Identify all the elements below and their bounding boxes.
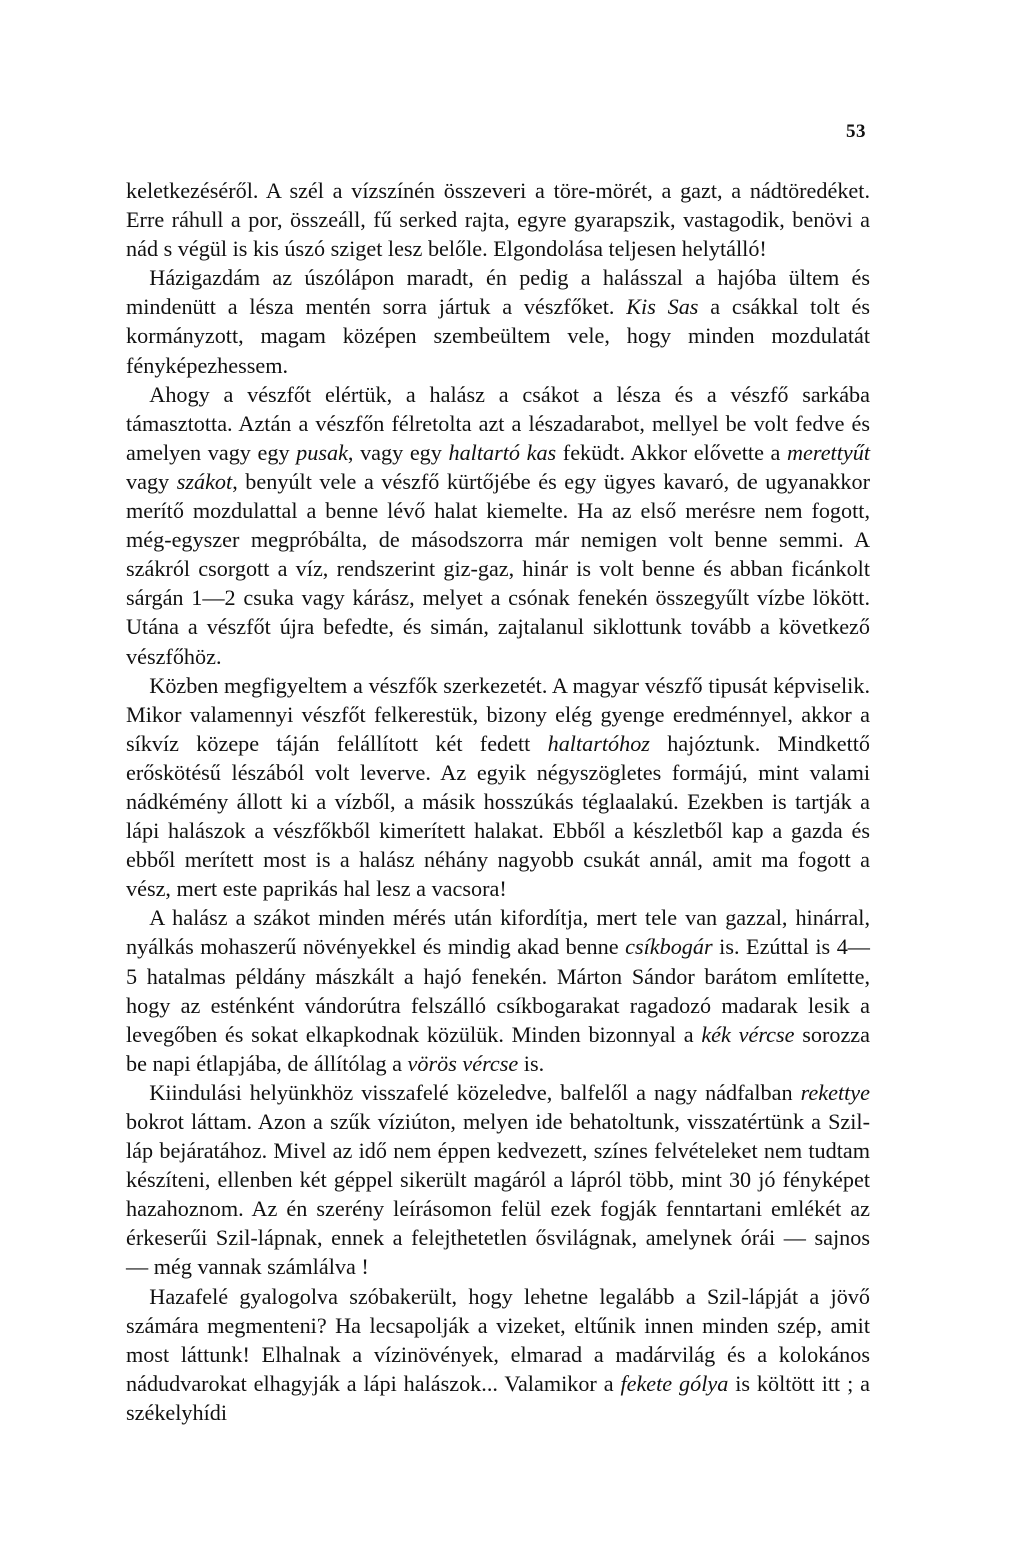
text-segment: hajóztunk. Mindkettő erőskötésű lészából volt leverve. Az egyik négyszögletes formájú, mint valami nádkémény állott ki a vízből, a másik hosszúkás téglaalakú. Ezekben is tartják a lápi halászok a vészfőkből kimerített halakat. Ebből a készletből kap a gazda és ebből merített most is a halász néhány nagyobb csukát annál, amit ma fogott a vész, mert este paprikás hal lesz a vacsora! [126,730,870,902]
text-segment: Közben megfigyeltem a vészfők szerkezetét. A magyar vészfő tipusát képviselik. Mikor valamennyi vészfőt felkerestük, bizony elég gyenge eredménnyel, akkor a síkvíz közepe táján felállított két fedett [126,672,870,756]
paragraph [126,263,870,379]
italic-term: fekete gólya [620,1370,729,1396]
italic-term: haltartóhoz [547,730,650,756]
text-segment: , vagy egy [347,439,449,465]
text-segment: Hazafelé gyalogolva szóbakerült, hogy lehetne legalább a Szil-lápját a jövő számára megmenteni? Ha lecsapolják a vizeket, eltűnik innen minden szép, amit most láttunk! Elhalnak a vízinövények, elmarad a madárvilág és a kolokános nádudvarokat elhagyják a lápi halászok... Valamikor a [126,1283,870,1396]
text-segment: a csákkal tolt és kormányzott, magam középen szembeültem vele, hogy minden mozdulatát fényképezhessem. [126,294,871,378]
italic-term: szákot [176,468,233,494]
italic-term: pusak [296,439,348,465]
text-segment: keletkezéséről. A szél a vízszínén összeveri a töre-mörét, a gazt, a nádtöredéket. Erre ráhull a por, összeáll, fű serked rajta, egyre gyarapszik, vastagodik, benövi a nád s végül is kis úszó sziget lesz belőle. Elgondolása teljesen helytálló! [126,178,870,262]
text-segment: , benyúlt vele a vészfő kürtőjébe és egy ügyes kavaró, de ugyanakkor merítő mozdulattal a benne lévő halat kiemelte. Ha az első merésre nem fogott, még-egyszer megpróbálta, de másodszorra már nemigen volt benne semmi. A szákról csorgott a víz, rendszerint giz-gaz, hinár is volt benne és abban ficánkolt sárgán 1—2 csuka vagy kárász, melyet a csónak fenekén összegyűlt vízbe lökött. Utána a vészfőt újra befedte, és simán, zajtalanul siklottunk tovább a következő vészfőhöz. [126,468,870,669]
body-text [126,176,870,1427]
paragraph [126,176,870,263]
text-segment: Házigazdám az úszólápon maradt, én pedig a halásszal a hajóba ültem és mindenütt a lésza mentén sorra jártuk a vészfőket. [126,265,870,320]
text-segment: sorozza be napi étlapjába, de állítólag a [126,1021,870,1076]
italic-term: kék vércse [701,1021,795,1047]
paragraph [126,671,870,904]
text-segment: vagy [126,468,177,494]
text-segment: is. Ezúttal is 4—5 hatalmas példány mászkált a hajó fenekén. Márton Sándor barátom említette, hogy az esténként vándorútra felszálló csíkbogarakat ragadozó madarak lesik a levegőben és sokat elkapkodnak közülük. Minden bizonnyal a [126,934,870,1047]
italic-term: csíkbogár [625,934,713,960]
paragraph [126,380,870,671]
text-segment: A halász a szákot minden mérés után kifordítja, mert tele van gazzal, hinárral, nyálkás mohaszerű növényekkel és mindig akad benne [126,905,870,960]
text-segment: is költött itt ; a székelyhídi [126,1370,870,1425]
paragraph [126,1078,870,1282]
paragraph [126,903,870,1078]
italic-term: haltartó kas [448,439,557,465]
text-segment: Ahogy a vészfőt elértük, a halász a csákot a lésza és a vészfő sarkába támasztotta. Aztán a vészfőn félretolta azt a lészadarabot, mellyel be volt fedve és amelyen vagy egy [126,381,870,465]
text-segment: Kiindulási helyünkhöz visszafelé közeledve, balfelől a nagy nádfalban [149,1079,801,1105]
text-segment: bokrot láttam. Azon a szűk víziúton, melyen ide behatoltunk, visszatértünk a Szil-láp bejáratához. Mivel az idő nem éppen kedvezett, színes felvételeket nem tudtam készíteni, ellenben két géppel sikerült magáról a lápról több, mint 30 jó fényképet hazahoznom. Az én szerény leírásomon felül ezek fogják fenntartani emlékét az érkeserűi Szil-lápnak, ennek a felejthetetlen ősvilágnak, amelynek órái — sajnos — még vannak számlálva ! [126,1109,870,1280]
italic-term: Kis Sas [626,294,699,320]
page-number: 53 [846,121,866,142]
paragraph [126,1282,870,1427]
italic-term: vörös vércse [407,1050,519,1076]
italic-term: merettyűt [787,439,870,465]
italic-term: rekettye [800,1079,870,1105]
text-segment: feküdt. Akkor elővette a [556,439,788,465]
text-segment: is. [518,1050,545,1076]
